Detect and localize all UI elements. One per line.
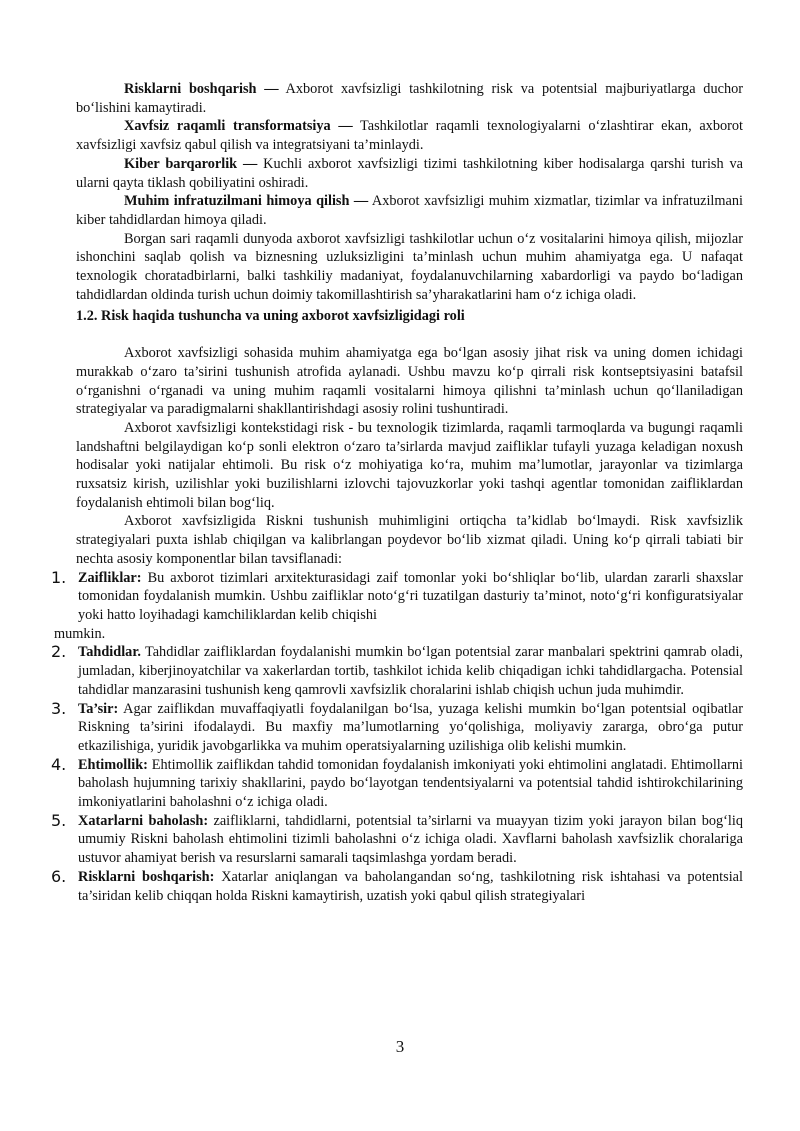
list-term: Ta’sir: [78,700,119,717]
list-text: Bu axborot tizimlari arxitekturasidagi zaif tomonlar yoki bo‘shliqlar bo‘lib, ulardan zararli shaxslar tomonidan foydalanish mumkin. Ushbu zaifliklar noto‘g‘ri tuzatilgan dasturiy ta’minot, noto‘g‘ri konfiguratsiyalar yoki hatto loyihadagi kamchiliklardan kelib chiqishi [78,569,743,623]
list-item [51,754,743,812]
list-number: 4. [51,754,67,774]
list-text: Xatarlar aniqlangan va baholangandan so‘ng, tashkilotning risk ishtahasi va potentsial ta’siridan kelib chiqqan holda Riskni kamaytirish, uzatish yoki qabul qilish strategiyalari [78,868,743,904]
list-text: Agar zaiflikdan muvaffaqiyatli foydalanilgan bo‘lsa, yuzaga kelishi mumkin bo‘lgan potentsial oqibatlar Riskning ta’sirini ifodalaydi. Bu maxfiy ma’lumotlarning yo‘qolishiga, moliyaviy zararga, obro‘ga putur etkazilishiga, yuridik javobgarlikka va muhim operatsiyalarning uzilishiga olib kelishi mumkin. [78,700,743,754]
list-number: 1. [51,567,67,587]
list-tail: mumkin. [54,625,106,642]
list-item [51,642,743,699]
intro-text: Kuchli axborot xavfsizligi tizimi tashkilotning kiber hodisalarga qarshi turish va ularni qayta tiklash qobiliyatini oshiradi. [76,155,743,191]
intro-item [76,80,743,117]
list-term: Ehtimollik: [78,756,148,773]
intro-term: Muhim infratuzilmani himoya qilish — [124,193,369,210]
list-term: Xatarlarni baholash: [78,812,209,829]
paragraph: Borgan sari raqamli dunyoda axborot xavfsizligi tashkilotlar uchun o‘z vositalarini himoya qilish, mijozlar ishonchini saqlab qolish va biznesning uzluksizligini ta’minlash uchun muhim ahamiyatga ega. U nafaqat texnologik choratadbirlarni, balki tashkiliy madaniyat, foydalanuvchilarning xabardorligi va paydo bo‘ladigan tahdidlardan oldinda turish uchun doimiy takomillashtirish sa’yharakatlarini ham o‘z ichiga oladi. [76,230,743,303]
intro-text: Tashkilotlar raqamli texnologiyalarni o‘zlashtirar ekan, axborot xavfsizligi xavfsiz qabul qilish va integratsiyani ta’minlaydi. [76,118,743,154]
list-term: Risklarni boshqarish: [78,868,215,885]
intro-item [76,155,743,192]
list-item [51,567,743,644]
list-item [51,698,743,756]
list-text: Ehtimollik zaiflikdan tahdid tomonidan foydalanish imkoniyati yoki ehtimolini anglatadi. Ehtimollarni baholash hujumning tarixiy shakllarini, paydo bo‘layotgan tendentsiyalarni va potentsial tahdid ishtirokchilarining imkoniyatlarini baholashni o‘z ichiga oladi. [78,756,743,811]
components-list [51,567,743,906]
list-item [51,866,743,905]
page-number: 3 [395,1037,405,1056]
intro-item [76,192,743,229]
intro-term: Risklarni boshqarish — [124,81,279,97]
section-heading: 1.2. Risk haqida tushuncha va uning axborot xavfsizligidagi roli [76,308,465,325]
list-number: 3. [51,698,67,718]
intro-term: Xavfsiz raqamli transformatsiya — [124,118,353,135]
list-number: 5. [51,810,67,830]
paragraph: Axborot xavfsizligi sohasida muhim ahamiyatga ega bo‘lgan asosiy jihat risk va uning domen ichidagi murakkab o‘zaro ta’sirini tushunish atrofida aylanadi. Ushbu mavzu ko‘p qirrali risk kontseptsiyasini batafsil o‘rganishni o‘rganadi va uning muhim raqamli vositalarni himoya qilishni ta’minlash uchun qo‘llaniladigan strategiyalar va paradigmalarni shakllantirishdagi asosiy rolini tushuntiradi. [76,345,743,418]
intro-term: Kiber barqarorlik — [124,155,258,172]
list-number: 2. [51,642,67,662]
paragraph: Axborot xavfsizligi kontekstidagi risk - bu texnologik tizimlarda, raqamli tarmoqlarda va bugungi raqamli landshaftni belgilaydigan ko‘p sonli elektron o‘zaro ta’sirlarda mavjud zaifliklar tufayli yuzaga keladigan noxush hodisalar yoki natijalar ehtimoli. Bu risk o‘z mohiyatiga ko‘ra, muhim ma’lumotlar, jarayonlar va tizimlarga ruxsatsiz kirish, uzilishlar yoki buzilishlarni izlovchi tajovuzkorlar yoki tashqi agentlar tomonidan zaifliklardan foydalanish ehtimoli bilan bog‘liq. [76,419,743,511]
document-page [51,80,743,905]
intro-item [76,117,743,154]
paragraph: Axborot xavfsizligida Riskni tushunish muhimligini ortiqcha ta’kidlab bo‘lmaydi. Risk xavfsizlik strategiyalari puxta ishlab chiqilgan va kalibrlangan poydevor bo‘lib xizmat qiladi. Uning ko‘p qirrali tabiati bir nechta asosiy komponentlar bilan tavsiflanadi: [76,513,743,567]
list-item [51,810,743,868]
intro-text: Axborot xavfsizligi muhim xizmatlar, tizimlar va infratuzilmani kiber tahdidlardan himoya qiladi. [76,193,743,228]
list-text: Tahdidlar zaifliklardan foydalanishi mumkin bo‘lgan potentsial zarar manbalari spektrini qamrab oladi, jumladan, kiberjinoyatchilar va xakerlardan tortib, tashkilot ichida kelib chiqadigan ichki tahdidlargacha. Potensial tahdidlar manzarasini tushunish keng qamrovli xavfsizlik choralarini ishlab chiqish uchun juda muhimdir. [78,644,743,698]
list-number: 6. [51,866,67,886]
list-text: zaifliklarni, tahdidlarni, potentsial ta’sirlarni va muayyan tizim yoki jarayon bilan bog‘liq umumiy Riskni baholash ehtimolini tizimli baholashni o‘z ichiga oladi. Xavflarni baholash xavfsizlik choralariga ustuvor ahamiyat berish va resurslarni samarali taqsimlashga yordam beradi. [78,812,743,867]
list-term: Tahdidlar. [78,644,141,661]
list-term: Zaifliklar: [78,569,142,586]
intro-text: Axborot xavfsizligi tashkilotning risk va potentsial majburiyatlarga duchor bo‘lishini kamaytiradi. [76,81,743,116]
